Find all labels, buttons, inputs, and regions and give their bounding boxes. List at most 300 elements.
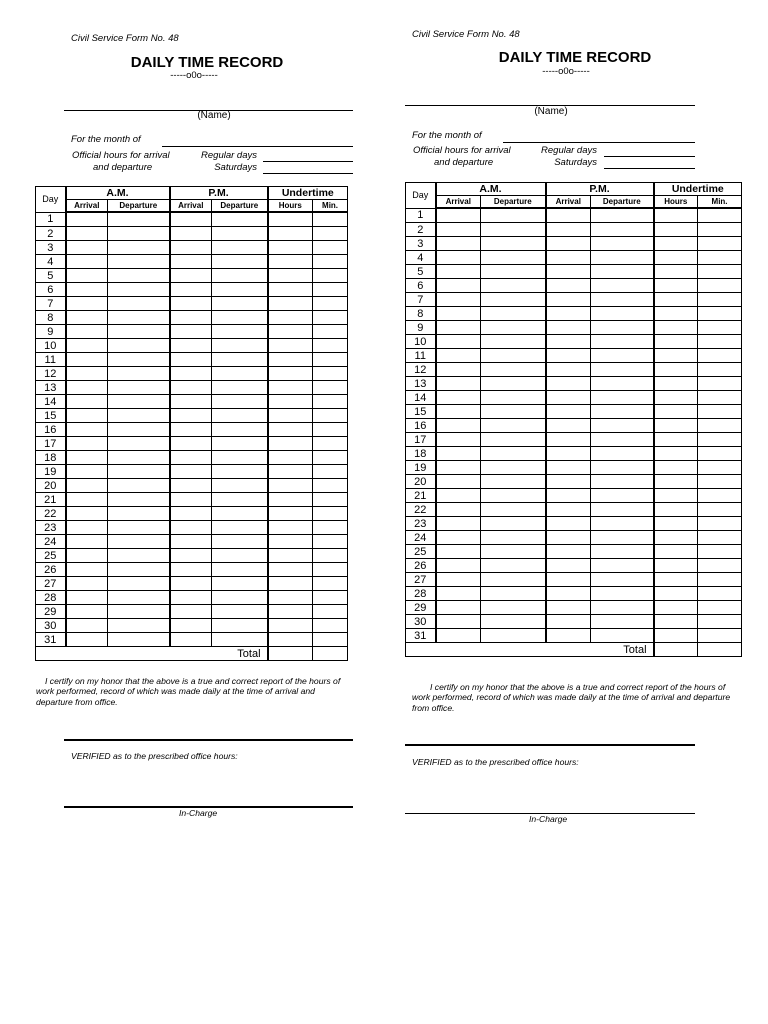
- undertime-min-cell[interactable]: [698, 419, 742, 433]
- am-departure-cell[interactable]: [481, 293, 546, 307]
- day-number: 1: [36, 212, 66, 227]
- table-row: [406, 517, 742, 531]
- pm-arrival-cell[interactable]: [546, 251, 591, 265]
- am-departure-cell[interactable]: [481, 377, 546, 391]
- undertime-min-cell[interactable]: [698, 377, 742, 391]
- am-departure-cell[interactable]: [481, 237, 546, 251]
- signature-line: [405, 744, 695, 746]
- am-arrival-cell[interactable]: [436, 265, 481, 279]
- am-arrival-cell[interactable]: [436, 349, 481, 363]
- pm-departure-header: Departure: [212, 200, 268, 213]
- official-hours-label-2: and departure: [434, 157, 494, 168]
- am-departure-cell[interactable]: [481, 335, 546, 349]
- pm-departure-cell[interactable]: [591, 573, 654, 587]
- pm-arrival-cell[interactable]: [546, 447, 591, 461]
- am-arrival-cell[interactable]: [436, 475, 481, 489]
- pm-arrival-cell[interactable]: [546, 335, 591, 349]
- saturdays-label: Saturdays: [554, 157, 597, 168]
- total-label: Total: [406, 643, 654, 657]
- pm-arrival-cell[interactable]: [546, 559, 591, 573]
- pm-arrival-cell[interactable]: [546, 433, 591, 447]
- day-number: 28: [36, 591, 66, 605]
- day-number: 2: [36, 227, 66, 241]
- am-arrival-cell[interactable]: [436, 405, 481, 419]
- table-row: [406, 587, 742, 601]
- am-departure-cell[interactable]: [481, 587, 546, 601]
- am-arrival-cell[interactable]: [436, 223, 481, 237]
- regular-days-label: Regular days: [201, 150, 257, 161]
- pm-departure-cell[interactable]: [591, 531, 654, 545]
- undertime-min-cell[interactable]: [698, 237, 742, 251]
- table-row: [406, 237, 742, 251]
- undertime-min-cell[interactable]: [698, 349, 742, 363]
- am-arrival-cell[interactable]: [436, 321, 481, 335]
- regular-days-line: [604, 156, 695, 157]
- am-departure-cell[interactable]: [481, 321, 546, 335]
- day-number: 14: [36, 395, 66, 409]
- table-row: [406, 461, 742, 475]
- undertime-hours-cell[interactable]: [654, 433, 698, 447]
- table-row: [406, 489, 742, 503]
- month-label: For the month of: [412, 130, 482, 141]
- day-number: 21: [406, 489, 436, 503]
- undertime-hours-cell[interactable]: [654, 489, 698, 503]
- undertime-hours-cell[interactable]: [654, 461, 698, 475]
- pm-arrival-cell[interactable]: [546, 531, 591, 545]
- day-number: 12: [406, 363, 436, 377]
- table-row: [406, 279, 742, 293]
- pm-arrival-cell[interactable]: [546, 503, 591, 517]
- day-number: 31: [36, 633, 66, 647]
- pm-departure-cell[interactable]: [591, 461, 654, 475]
- am-arrival-cell[interactable]: [436, 237, 481, 251]
- day-number: 25: [406, 545, 436, 559]
- pm-arrival-header: Arrival: [546, 196, 591, 209]
- day-number: 18: [36, 451, 66, 465]
- saturdays-line: [604, 168, 695, 169]
- pm-departure-cell[interactable]: [591, 587, 654, 601]
- form-number: Civil Service Form No. 48: [412, 29, 520, 40]
- form-title: DAILY TIME RECORD: [130, 54, 284, 71]
- undertime-min-cell[interactable]: [698, 265, 742, 279]
- pm-arrival-cell[interactable]: [546, 461, 591, 475]
- day-number: 10: [406, 335, 436, 349]
- undertime-hours-header: Hours: [268, 200, 313, 213]
- am-arrival-cell[interactable]: [436, 335, 481, 349]
- day-number: 16: [36, 423, 66, 437]
- am-arrival-cell[interactable]: [436, 391, 481, 405]
- day-number: 9: [406, 321, 436, 335]
- pm-departure-cell[interactable]: [591, 405, 654, 419]
- day-number: 5: [406, 265, 436, 279]
- undertime-hours-cell[interactable]: [654, 265, 698, 279]
- name-caption: (Name): [197, 110, 231, 121]
- undertime-min-cell[interactable]: [698, 517, 742, 531]
- am-header: A.M.: [436, 183, 546, 196]
- pm-arrival-cell[interactable]: [546, 587, 591, 601]
- am-departure-cell[interactable]: [481, 363, 546, 377]
- am-arrival-cell[interactable]: [436, 293, 481, 307]
- pm-header: P.M.: [546, 183, 654, 196]
- day-number: 24: [406, 531, 436, 545]
- pm-arrival-cell[interactable]: [546, 391, 591, 405]
- form-number: Civil Service Form No. 48: [71, 33, 179, 44]
- undertime-hours-cell[interactable]: [654, 559, 698, 573]
- verified-label: VERIFIED as to the prescribed office hours:: [412, 757, 579, 767]
- day-number: 5: [36, 269, 66, 283]
- pm-arrival-cell[interactable]: [546, 223, 591, 237]
- day-number: 30: [406, 615, 436, 629]
- pm-departure-cell[interactable]: [591, 363, 654, 377]
- pm-departure-cell[interactable]: [591, 559, 654, 573]
- pm-departure-cell[interactable]: [591, 503, 654, 517]
- day-number: 22: [406, 503, 436, 517]
- am-arrival-cell[interactable]: [436, 251, 481, 265]
- day-number: 13: [406, 377, 436, 391]
- am-arrival-cell[interactable]: [436, 587, 481, 601]
- undertime-min-cell[interactable]: [698, 545, 742, 559]
- pm-arrival-cell[interactable]: [546, 279, 591, 293]
- undertime-min-cell[interactable]: [698, 573, 742, 587]
- day-number: 24: [36, 535, 66, 549]
- pm-departure-cell[interactable]: [591, 307, 654, 321]
- am-arrival-cell[interactable]: [436, 545, 481, 559]
- day-number: 6: [36, 283, 66, 297]
- undertime-hours-cell[interactable]: [654, 573, 698, 587]
- day-number: 15: [406, 405, 436, 419]
- undertime-hours-cell[interactable]: [654, 321, 698, 335]
- undertime-min-cell[interactable]: [698, 405, 742, 419]
- day-header: Day: [406, 183, 436, 209]
- table-row: [406, 573, 742, 587]
- undertime-min-cell[interactable]: [698, 335, 742, 349]
- undertime-min-cell[interactable]: [698, 559, 742, 573]
- undertime-min-cell[interactable]: [698, 279, 742, 293]
- undertime-hours-cell[interactable]: [654, 349, 698, 363]
- undertime-hours-cell[interactable]: [654, 503, 698, 517]
- total-min-cell[interactable]: [698, 643, 742, 657]
- undertime-hours-cell[interactable]: [654, 279, 698, 293]
- table-row: [406, 433, 742, 447]
- pm-arrival-cell[interactable]: [546, 405, 591, 419]
- am-arrival-cell[interactable]: [436, 629, 481, 643]
- undertime-min-cell[interactable]: [698, 321, 742, 335]
- undertime-min-cell[interactable]: [698, 461, 742, 475]
- am-departure-cell[interactable]: [481, 265, 546, 279]
- total-hours-cell[interactable]: [654, 643, 698, 657]
- table-row: [406, 377, 742, 391]
- regular-days-label: Regular days: [541, 145, 597, 156]
- pm-departure-cell[interactable]: [591, 279, 654, 293]
- am-arrival-cell[interactable]: [436, 363, 481, 377]
- undertime-hours-cell[interactable]: [654, 447, 698, 461]
- am-arrival-cell[interactable]: [436, 517, 481, 531]
- am-departure-cell[interactable]: [481, 279, 546, 293]
- day-number: 21: [36, 493, 66, 507]
- pm-arrival-cell[interactable]: [546, 545, 591, 559]
- name-caption: (Name): [534, 106, 568, 117]
- undertime-min-cell[interactable]: [698, 433, 742, 447]
- day-number: 3: [36, 241, 66, 255]
- undertime-hours-cell[interactable]: [654, 601, 698, 615]
- day-number: 31: [406, 629, 436, 643]
- pm-header: P.M.: [170, 187, 268, 200]
- pm-departure-cell[interactable]: [591, 237, 654, 251]
- certification-text: I certify on my honor that the above is a true and correct report of the hours of work performed, record of which was made daily at the time of arrival and departure from office.: [412, 682, 731, 713]
- pm-departure-cell[interactable]: [591, 265, 654, 279]
- undertime-header: Undertime: [268, 187, 348, 200]
- undertime-min-cell[interactable]: [698, 587, 742, 601]
- pm-departure-cell[interactable]: [591, 475, 654, 489]
- official-hours-label-2: and departure: [93, 162, 153, 173]
- pm-arrival-cell[interactable]: [546, 293, 591, 307]
- undertime-hours-cell[interactable]: [654, 208, 698, 223]
- pm-departure-cell[interactable]: [591, 251, 654, 265]
- undertime-min-cell[interactable]: [698, 531, 742, 545]
- pm-arrival-cell[interactable]: [546, 601, 591, 615]
- in-charge-label: In-Charge: [529, 814, 568, 824]
- pm-departure-cell[interactable]: [591, 615, 654, 629]
- undertime-hours-cell[interactable]: [654, 223, 698, 237]
- official-hours-label: Official hours for arrival: [72, 150, 170, 161]
- am-departure-cell[interactable]: [481, 208, 546, 223]
- pm-arrival-cell[interactable]: [546, 377, 591, 391]
- pm-arrival-cell[interactable]: [546, 265, 591, 279]
- table-row: [406, 405, 742, 419]
- am-arrival-cell[interactable]: [436, 279, 481, 293]
- undertime-min-cell[interactable]: [698, 391, 742, 405]
- day-number: 10: [36, 339, 66, 353]
- day-number: 29: [36, 605, 66, 619]
- am-arrival-cell[interactable]: [436, 433, 481, 447]
- am-arrival-header: Arrival: [436, 196, 481, 209]
- pm-arrival-cell[interactable]: [546, 573, 591, 587]
- in-charge-label: In-Charge: [179, 808, 218, 818]
- table-row: [406, 363, 742, 377]
- undertime-hours-cell[interactable]: [654, 615, 698, 629]
- month-label: For the month of: [71, 134, 141, 145]
- day-number: 26: [36, 563, 66, 577]
- title-separator: -----o0o-----: [542, 66, 590, 77]
- am-departure-cell[interactable]: [481, 601, 546, 615]
- pm-arrival-cell[interactable]: [546, 517, 591, 531]
- day-number: 23: [36, 521, 66, 535]
- am-departure-cell[interactable]: [481, 307, 546, 321]
- am-arrival-cell[interactable]: [436, 447, 481, 461]
- am-departure-cell[interactable]: [481, 615, 546, 629]
- day-number: 15: [36, 409, 66, 423]
- table-row: [406, 208, 742, 223]
- undertime-hours-cell[interactable]: [654, 419, 698, 433]
- am-departure-cell[interactable]: [481, 391, 546, 405]
- pm-departure-cell[interactable]: [591, 335, 654, 349]
- table-row: [406, 475, 742, 489]
- pm-arrival-header: Arrival: [170, 200, 212, 213]
- table-row: [406, 503, 742, 517]
- undertime-hours-cell[interactable]: [654, 377, 698, 391]
- day-number: 18: [406, 447, 436, 461]
- table-row: [406, 321, 742, 335]
- pm-arrival-cell[interactable]: [546, 419, 591, 433]
- am-arrival-cell[interactable]: [436, 503, 481, 517]
- table-row: [406, 531, 742, 545]
- undertime-hours-cell[interactable]: [654, 237, 698, 251]
- am-arrival-cell[interactable]: [436, 419, 481, 433]
- undertime-min-cell[interactable]: [698, 251, 742, 265]
- undertime-hours-cell[interactable]: [654, 307, 698, 321]
- table-row: [406, 293, 742, 307]
- day-number: 17: [36, 437, 66, 451]
- pm-departure-cell[interactable]: [591, 629, 654, 643]
- am-departure-cell[interactable]: [481, 223, 546, 237]
- undertime-hours-cell[interactable]: [654, 517, 698, 531]
- am-departure-cell[interactable]: [481, 349, 546, 363]
- pm-departure-cell[interactable]: [591, 293, 654, 307]
- am-arrival-header: Arrival: [66, 200, 108, 213]
- undertime-hours-cell[interactable]: [654, 531, 698, 545]
- total-label: Total: [36, 647, 268, 661]
- am-arrival-cell[interactable]: [436, 615, 481, 629]
- am-departure-cell[interactable]: [481, 503, 546, 517]
- pm-arrival-cell[interactable]: [546, 489, 591, 503]
- day-number: 20: [406, 475, 436, 489]
- am-departure-cell[interactable]: [481, 629, 546, 643]
- am-departure-cell[interactable]: [481, 475, 546, 489]
- am-arrival-cell[interactable]: [436, 377, 481, 391]
- undertime-min-header: Min.: [313, 200, 348, 213]
- undertime-hours-cell[interactable]: [654, 405, 698, 419]
- day-number: 11: [36, 353, 66, 367]
- pm-departure-cell[interactable]: [591, 321, 654, 335]
- pm-arrival-cell[interactable]: [546, 363, 591, 377]
- day-number: 8: [406, 307, 436, 321]
- undertime-hours-cell[interactable]: [654, 335, 698, 349]
- am-departure-header: Departure: [108, 200, 170, 213]
- pm-arrival-cell[interactable]: [546, 349, 591, 363]
- pm-departure-cell[interactable]: [591, 223, 654, 237]
- undertime-hours-cell[interactable]: [654, 251, 698, 265]
- undertime-hours-cell[interactable]: [654, 475, 698, 489]
- am-departure-header: Departure: [481, 196, 546, 209]
- pm-departure-cell[interactable]: [591, 391, 654, 405]
- am-arrival-cell[interactable]: [436, 208, 481, 223]
- table-row: [406, 223, 742, 237]
- day-number: 25: [36, 549, 66, 563]
- am-departure-cell[interactable]: [481, 251, 546, 265]
- undertime-min-cell[interactable]: [698, 629, 742, 643]
- day-number: 26: [406, 559, 436, 573]
- table-row: [406, 349, 742, 363]
- undertime-hours-cell[interactable]: [654, 587, 698, 601]
- undertime-min-cell[interactable]: [698, 293, 742, 307]
- undertime-min-cell[interactable]: [698, 503, 742, 517]
- undertime-hours-cell[interactable]: [654, 363, 698, 377]
- undertime-min-cell[interactable]: [698, 601, 742, 615]
- table-row: [406, 559, 742, 573]
- pm-arrival-cell[interactable]: [546, 237, 591, 251]
- am-arrival-cell[interactable]: [436, 601, 481, 615]
- am-departure-cell[interactable]: [481, 461, 546, 475]
- undertime-min-cell[interactable]: [698, 208, 742, 223]
- undertime-min-cell[interactable]: [698, 489, 742, 503]
- time-record-table: [405, 182, 742, 657]
- table-row: [406, 545, 742, 559]
- undertime-min-cell[interactable]: [698, 447, 742, 461]
- am-arrival-cell[interactable]: [436, 461, 481, 475]
- am-departure-cell[interactable]: [481, 433, 546, 447]
- pm-departure-cell[interactable]: [591, 377, 654, 391]
- day-number: 1: [406, 208, 436, 223]
- undertime-min-cell[interactable]: [698, 307, 742, 321]
- am-departure-cell[interactable]: [481, 489, 546, 503]
- undertime-header: Undertime: [654, 183, 742, 196]
- am-departure-cell[interactable]: [481, 531, 546, 545]
- pm-arrival-cell[interactable]: [546, 475, 591, 489]
- am-arrival-cell[interactable]: [436, 307, 481, 321]
- am-departure-cell[interactable]: [481, 517, 546, 531]
- table-row: [406, 265, 742, 279]
- month-line: [503, 142, 695, 143]
- am-arrival-cell[interactable]: [436, 489, 481, 503]
- am-departure-cell[interactable]: [481, 573, 546, 587]
- undertime-min-cell[interactable]: [698, 475, 742, 489]
- undertime-hours-cell[interactable]: [654, 545, 698, 559]
- pm-departure-cell[interactable]: [591, 447, 654, 461]
- table-row: [406, 629, 742, 643]
- table-row: [406, 391, 742, 405]
- undertime-hours-cell[interactable]: [654, 293, 698, 307]
- table-row: [406, 335, 742, 349]
- pm-arrival-cell[interactable]: [546, 629, 591, 643]
- pm-departure-cell[interactable]: [591, 208, 654, 223]
- official-hours-label: Official hours for arrival: [413, 145, 511, 156]
- pm-departure-cell[interactable]: [591, 517, 654, 531]
- am-arrival-cell[interactable]: [436, 559, 481, 573]
- undertime-hours-cell[interactable]: [654, 391, 698, 405]
- undertime-min-cell[interactable]: [698, 363, 742, 377]
- pm-departure-cell[interactable]: [591, 433, 654, 447]
- pm-departure-cell[interactable]: [591, 419, 654, 433]
- am-arrival-cell[interactable]: [436, 573, 481, 587]
- day-number: 19: [406, 461, 436, 475]
- undertime-min-cell[interactable]: [698, 615, 742, 629]
- day-number: 11: [406, 349, 436, 363]
- pm-departure-cell[interactable]: [591, 489, 654, 503]
- undertime-min-cell[interactable]: [698, 223, 742, 237]
- pm-arrival-cell[interactable]: [546, 321, 591, 335]
- day-number: 27: [406, 573, 436, 587]
- pm-departure-cell[interactable]: [591, 545, 654, 559]
- am-arrival-cell[interactable]: [436, 531, 481, 545]
- am-departure-cell[interactable]: [481, 405, 546, 419]
- pm-arrival-cell[interactable]: [546, 307, 591, 321]
- undertime-hours-cell[interactable]: [654, 629, 698, 643]
- am-departure-cell[interactable]: [481, 545, 546, 559]
- day-number: 17: [406, 433, 436, 447]
- pm-departure-cell[interactable]: [591, 349, 654, 363]
- am-departure-cell[interactable]: [481, 419, 546, 433]
- day-header: Day: [36, 187, 66, 213]
- verified-label: VERIFIED as to the prescribed office hours:: [71, 751, 238, 761]
- day-number: 20: [36, 479, 66, 493]
- am-departure-cell[interactable]: [481, 447, 546, 461]
- day-number: 30: [36, 619, 66, 633]
- pm-departure-cell[interactable]: [591, 601, 654, 615]
- table-row: [406, 251, 742, 265]
- am-departure-cell[interactable]: [481, 559, 546, 573]
- pm-arrival-cell[interactable]: [546, 615, 591, 629]
- pm-arrival-cell[interactable]: [546, 208, 591, 223]
